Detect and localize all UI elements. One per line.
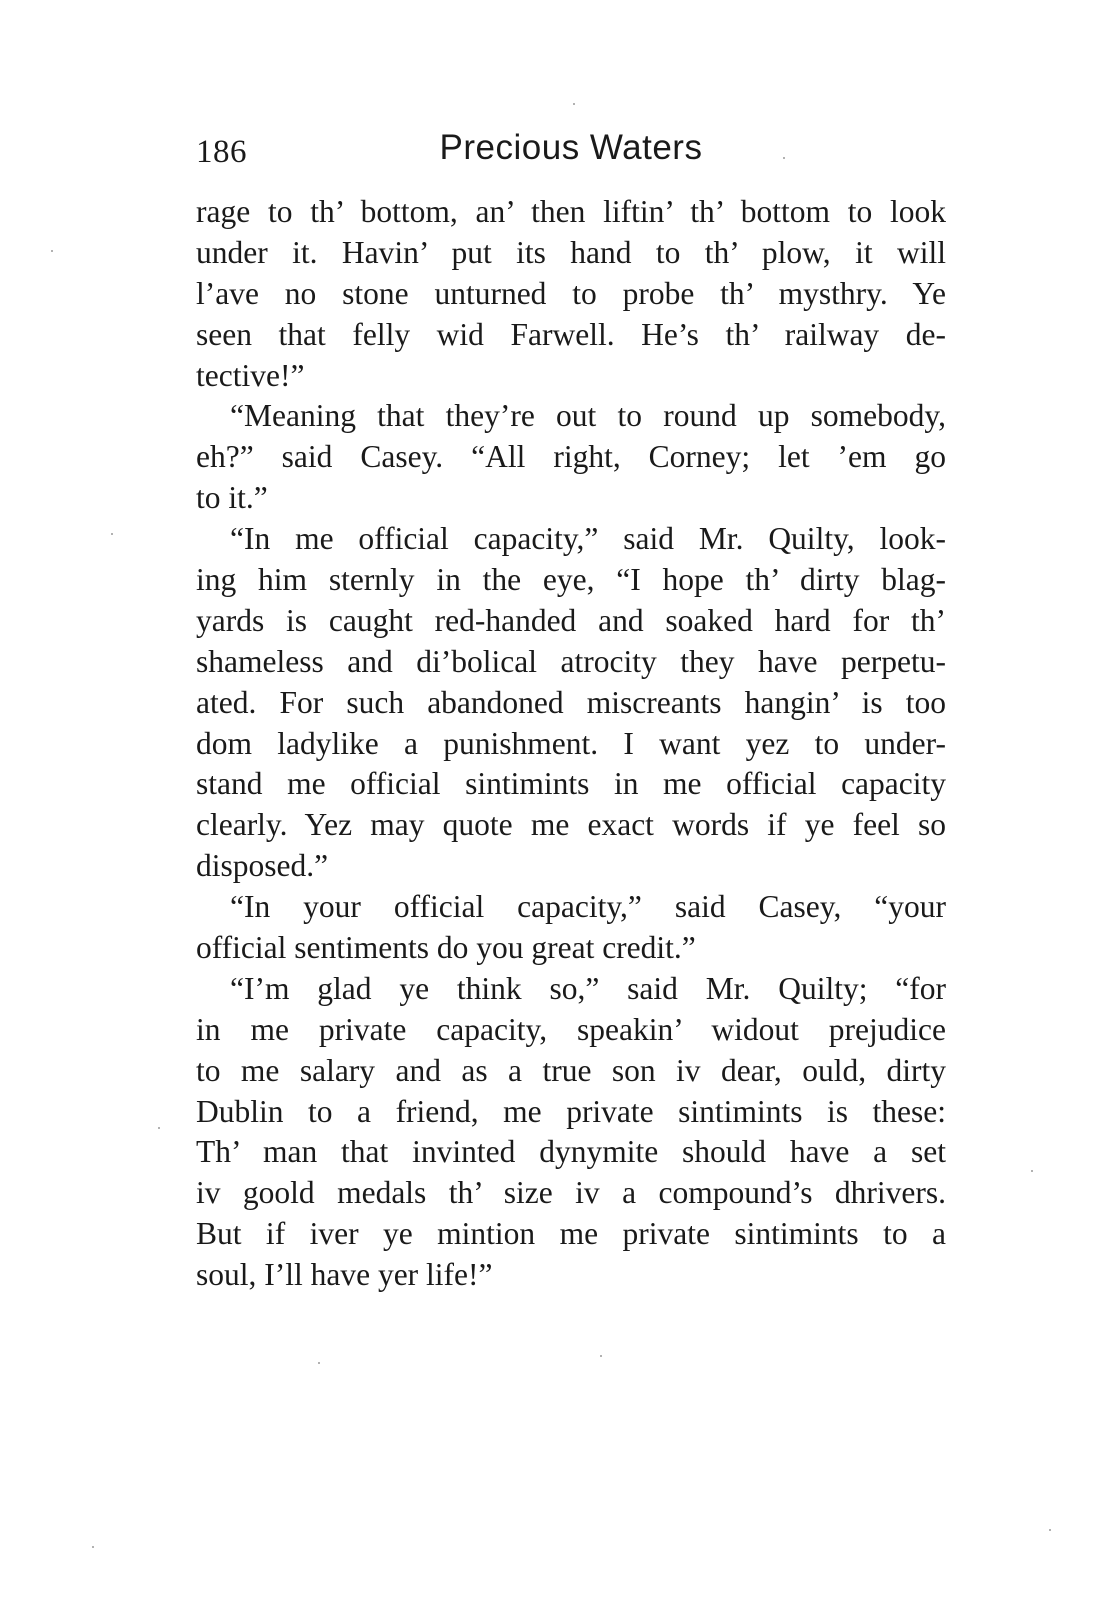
scan-speck <box>600 1355 602 1357</box>
scan-speck <box>783 157 785 159</box>
text-line: stand me official sintimints in me official capacity <box>196 766 946 802</box>
scan-speck <box>318 1362 320 1364</box>
text-line: official sentiments do you great credit.” <box>196 930 696 966</box>
text-line: soul, I’ll have yer life!” <box>196 1257 493 1293</box>
text-line: seen that felly wid Farwell. He’s th’ railway de- <box>196 316 946 352</box>
text-line: l’ave no stone unturned to probe th’ mysthry. Ye <box>196 275 946 311</box>
text-line: to me salary and as a true son iv dear, ould, dirty <box>196 1052 946 1088</box>
text-line: under it. Havin’ put its hand to th’ plow, it will <box>196 234 946 270</box>
scan-speck <box>573 103 575 105</box>
text-line: shameless and di’bolical atrocity they have perpetu- <box>196 643 946 679</box>
scan-speck <box>51 250 53 252</box>
text-line: But if iver ye mintion me private sintimints to a <box>196 1216 946 1252</box>
text-line: “I’m glad ye think so,” said Mr. Quilty; “for <box>230 970 946 1006</box>
text-line: yards is caught red-handed and soaked hard for th’ <box>196 602 946 638</box>
scan-speck <box>111 533 113 535</box>
text-line: to it.” <box>196 480 268 516</box>
text-line: “In your official capacity,” said Casey, “your <box>230 889 946 925</box>
text-line: tective!” <box>196 357 305 393</box>
text-line: eh?” said Casey. “All right, Corney; let ’em go <box>196 439 946 475</box>
text-line: rage to th’ bottom, an’ then liftin’ th’ bottom to look <box>196 194 946 229</box>
page-number: 186 <box>196 134 247 170</box>
text-line: dom ladylike a punishment. I want yez to under- <box>196 725 946 761</box>
text-line: clearly. Yez may quote me exact words if ye feel so <box>196 807 946 843</box>
text-line: disposed.” <box>196 848 329 884</box>
scan-speck <box>158 1127 160 1129</box>
text-line: “In me official capacity,” said Mr. Quilty, look- <box>230 521 946 557</box>
text-line: ated. For such abandoned miscreants hangin’ is too <box>196 684 946 720</box>
scan-speck <box>1031 1170 1033 1172</box>
running-title: Precious Waters <box>439 128 703 167</box>
text-line: Th’ man that invinted dynymite should have a set <box>196 1134 946 1170</box>
text-line: in me private capacity, speakin’ widout prejudice <box>196 1011 946 1047</box>
text-line: “Meaning that they’re out to round up somebody, <box>230 398 946 434</box>
body-text <box>196 192 946 1296</box>
running-head <box>196 128 946 178</box>
scan-speck <box>92 1546 94 1548</box>
scan-speck <box>1049 1529 1051 1531</box>
text-line: Dublin to a friend, me private sintimints is these: <box>196 1093 946 1129</box>
text-line: iv goold medals th’ size iv a compound’s dhrivers. <box>196 1175 946 1211</box>
text-line: ing him sternly in the eye, “I hope th’ dirty blag- <box>196 562 946 598</box>
